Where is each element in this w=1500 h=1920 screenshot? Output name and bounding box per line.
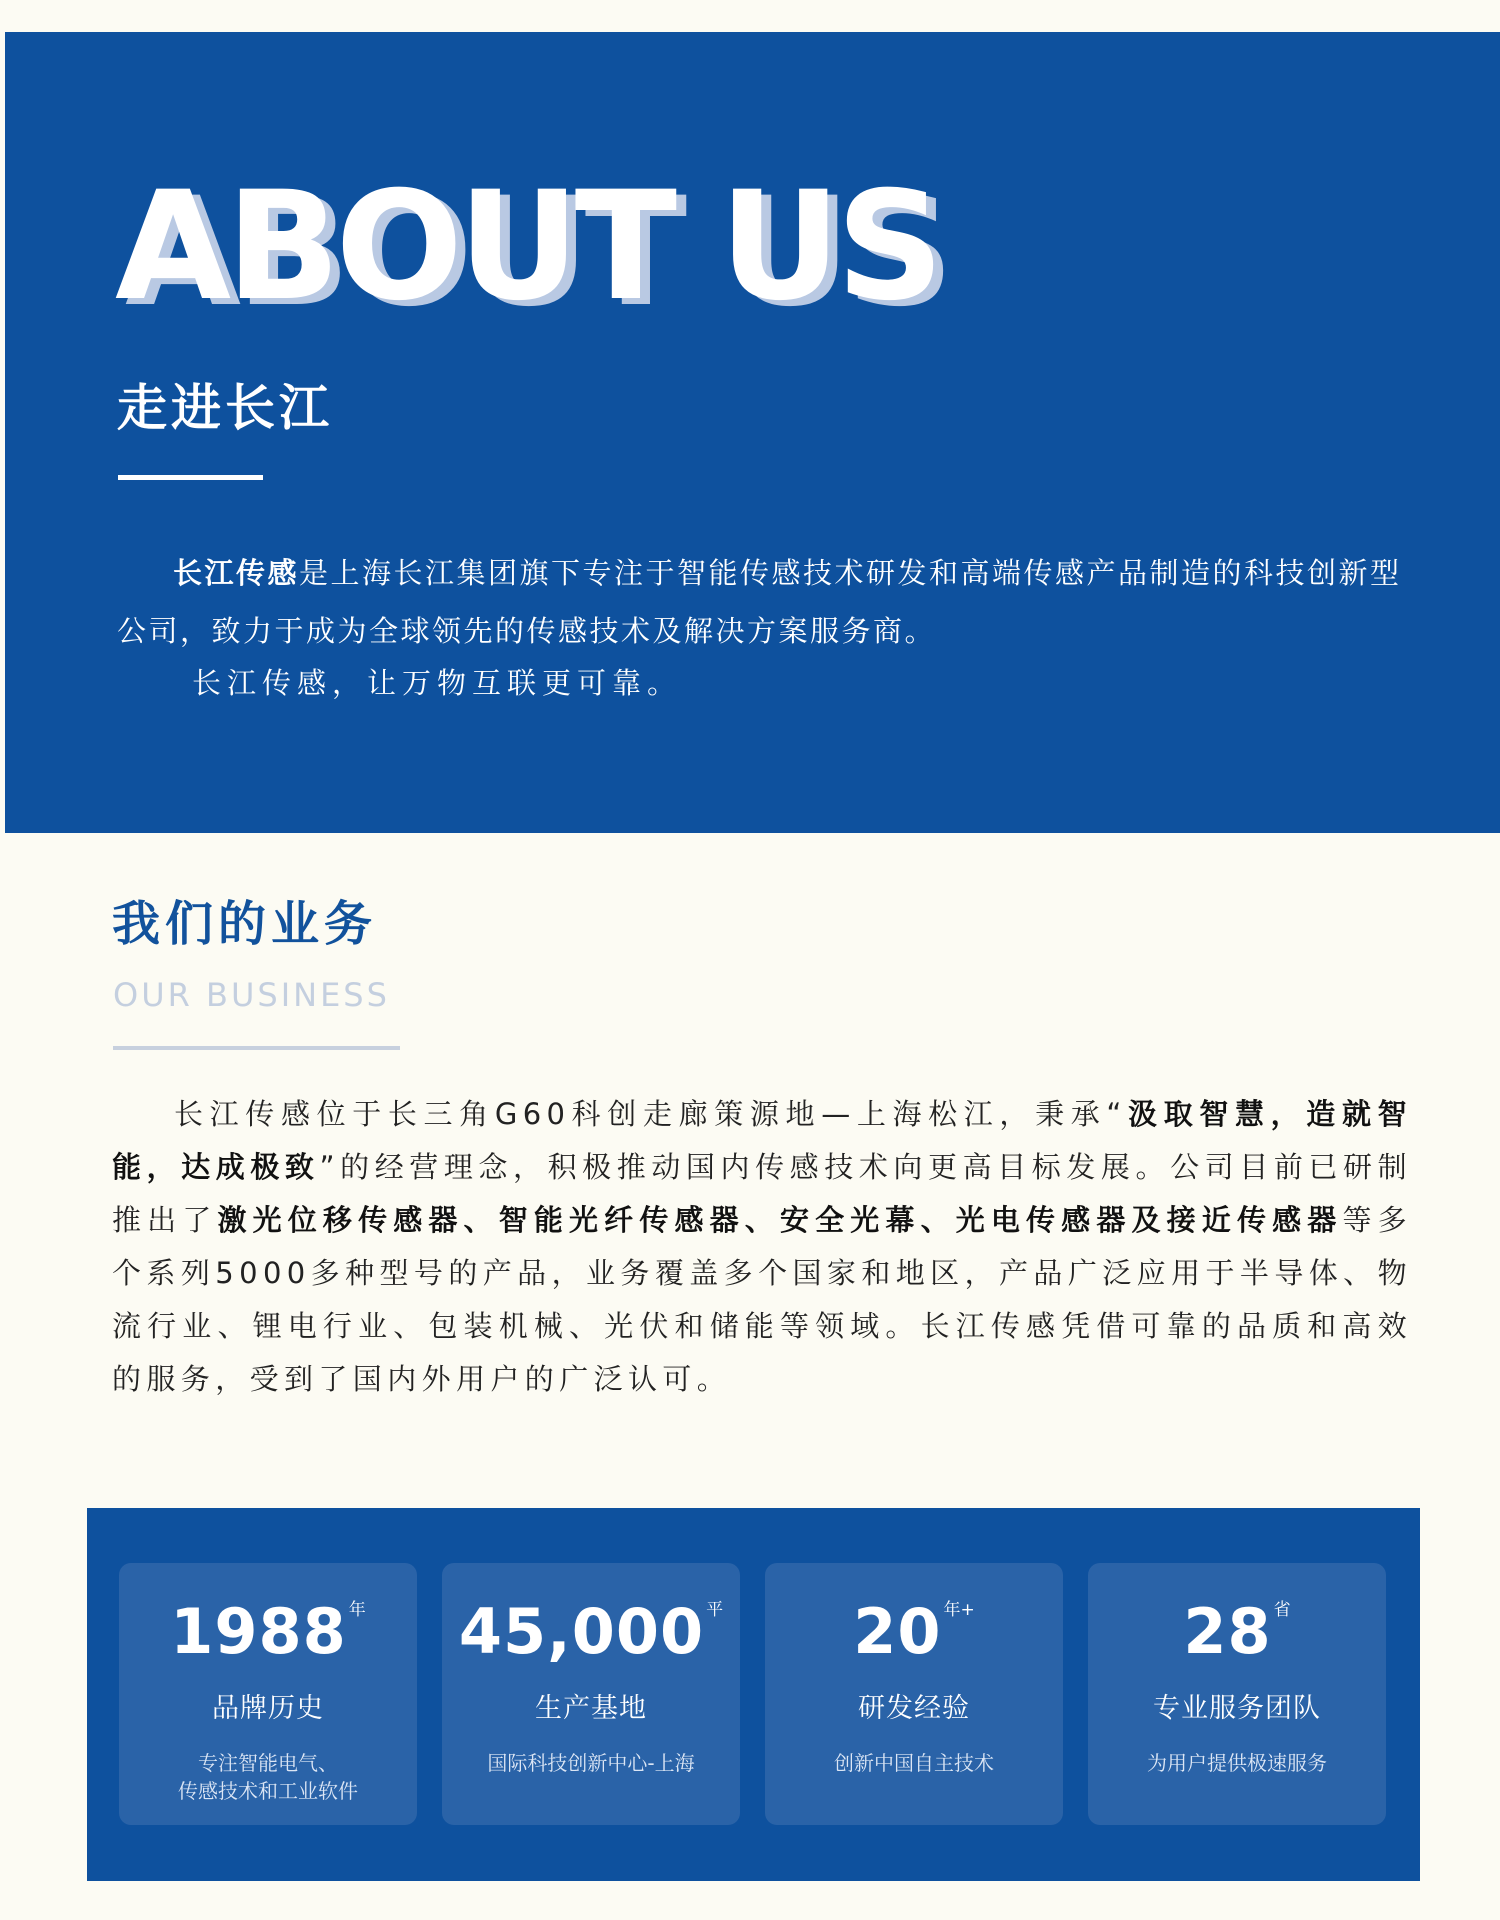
stat-description-line: 专注智能电气、 xyxy=(198,1751,338,1775)
stat-label: 生产基地 xyxy=(535,1693,647,1724)
stat-description xyxy=(775,1749,1053,1777)
stat-label: 品牌历史 xyxy=(212,1693,324,1724)
stat-number: 28 xyxy=(1183,1595,1272,1668)
stat-card-service-team xyxy=(1088,1563,1386,1825)
business-subtitle: OUR BUSINESS xyxy=(113,976,390,1014)
stat-description-line: 国际科技创新中心-上海 xyxy=(487,1751,695,1775)
business-product-lines: 激光位移传感器、智能光纤传感器、安全光幕、光电传感器及接近传感器 xyxy=(217,1203,1343,1237)
stat-card-rd-experience xyxy=(765,1563,1063,1825)
stat-number: 1988 xyxy=(170,1595,347,1668)
intro-brand-name: 长江传感 xyxy=(173,556,300,590)
stat-label: 研发经验 xyxy=(858,1693,970,1724)
hero-title: ABOUT US xyxy=(115,160,940,334)
hero-divider xyxy=(118,475,263,480)
stat-card-production-base xyxy=(442,1563,740,1825)
stat-description xyxy=(1098,1749,1376,1777)
business-divider xyxy=(113,1046,400,1050)
business-text-part-1: 长江传感位于长三角G60科创走廊策源地—上海松江，秉承“ xyxy=(174,1097,1127,1131)
stat-description-line: 为用户提供极速服务 xyxy=(1147,1751,1327,1775)
company-slogan: 长江传感，让万物互联更可靠。 xyxy=(192,666,683,700)
stat-label: 专业服务团队 xyxy=(1153,1693,1321,1724)
stat-number: 20 xyxy=(853,1595,942,1668)
stat-value xyxy=(119,1595,417,1667)
business-text-part-3: 等多个系列5000多种型号的产品，业务覆盖多个国家和地区，产品广泛应用于半导体、物流行业、锂电行业、包装机械、光伏和储能等领域。长江传感凭借可靠的品质和高效的服务，受到了国内外用户的广泛认可。 xyxy=(112,1203,1412,1396)
stat-description-line: 传感技术和工业软件 xyxy=(178,1779,358,1803)
stat-value xyxy=(765,1595,1063,1667)
stats-panel xyxy=(87,1508,1420,1881)
stat-description xyxy=(129,1749,407,1805)
stat-unit: 年+ xyxy=(943,1600,975,1620)
stat-value xyxy=(1088,1595,1386,1667)
stat-value xyxy=(442,1595,740,1667)
hero-section xyxy=(5,32,1500,833)
stat-unit: 省 xyxy=(1273,1600,1291,1620)
business-text-part-2: ”的经营理念，积极推动国内传感技术向更高目标发展。公司目前已研制推出了 xyxy=(112,1150,1412,1237)
business-motto: 汲取智慧，造就智能，达成极致 xyxy=(112,1097,1412,1184)
stat-unit: 平 xyxy=(706,1600,724,1620)
hero-subtitle: 走进长江 xyxy=(117,379,333,437)
business-description xyxy=(112,1088,1412,1406)
stat-card-brand-history xyxy=(119,1563,417,1825)
intro-text: 是上海长江集团旗下专注于智能传感技术研发和高端传感产品制造的科技创新型公司，致力于成为全球领先的传感技术及解决方案服务商。 xyxy=(117,556,1402,648)
company-intro xyxy=(117,544,1417,660)
stat-unit: 年 xyxy=(348,1600,366,1620)
business-title: 我们的业务 xyxy=(112,896,378,952)
stat-description-line: 创新中国自主技术 xyxy=(834,1751,994,1775)
stat-description xyxy=(452,1749,730,1777)
stat-number: 45,000 xyxy=(458,1595,705,1668)
